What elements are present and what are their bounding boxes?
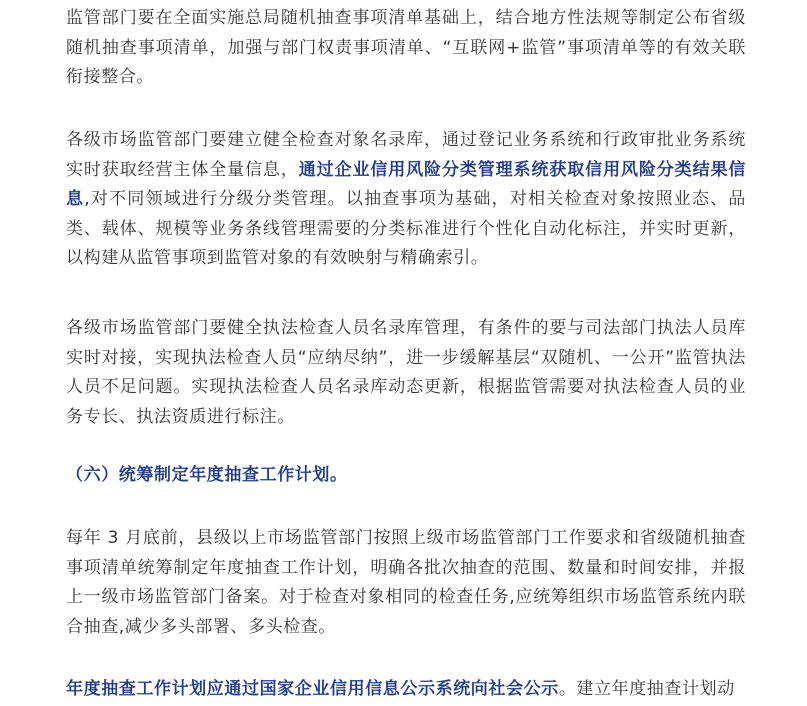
paragraph-text-after: ,对不同领域进行分级分类管理。以抽查事项为基础，对相关检查对象按照业态、品类、载体、规模等业务条线管理需要的分类标准进行个性化自动化标注，并实时更新，以构建从监管事项到监管对象的有效映射与精确索引。 [66, 189, 746, 268]
paragraph-plan-publicity [66, 675, 746, 705]
paragraph-annual-plan: 每年 3 月底前，县级以上市场监管部门按照上级市场监管部门工作要求和省级随机抽查事项清单统筹制定年度抽查工作计划，明确各批次抽查的范围、数量和时间安排，并报上一级市场监管部门备案。对于检查对象相同的检查任务,应统筹组织市场监管系统内联合抽查,减少多头部署、多头检查。 [66, 528, 746, 637]
highlighted-text: 年度抽查工作计划应通过国家企业信用信息公示系统向社会公示 [66, 679, 559, 699]
paragraph-spot-check-list: 监管部门要在全面实施总局随机抽查事项清单基础上，结合地方性法规等制定公布省级随机抽查事项清单，加强与部门权责事项清单、“互联网+监管”事项清单等的有效关联衔接整合。 [66, 8, 746, 87]
paragraph-text-after: 。建立年度抽查计划动 [558, 679, 735, 699]
paragraph-inspection-target-database [66, 126, 746, 274]
paragraph-text-before: 各级市场监管部门要建立健全检查对象名录库，通过登记业务系统和行政审批业务系统实时获取经营主体全量信息， [66, 130, 746, 180]
highlighted-text: 通过企业信用风险分类管理系统获取信用风险分类结果信息 [66, 159, 746, 209]
section-heading: （六）统筹制定年度抽查工作计划。 [66, 465, 348, 485]
paragraph-inspector-database: 各级市场监管部门要健全执法检查人员名录库管理，有条件的要与司法部门执法人员库实时对接，实现执法检查人员“应纳尽纳”，进一步缓解基层“双随机、一公开”监管执法人员不足问题。实现执法检查人员名录库动态更新，根据监管需要对执法检查人员的业务专长、执法资质进行标注。 [66, 318, 746, 427]
